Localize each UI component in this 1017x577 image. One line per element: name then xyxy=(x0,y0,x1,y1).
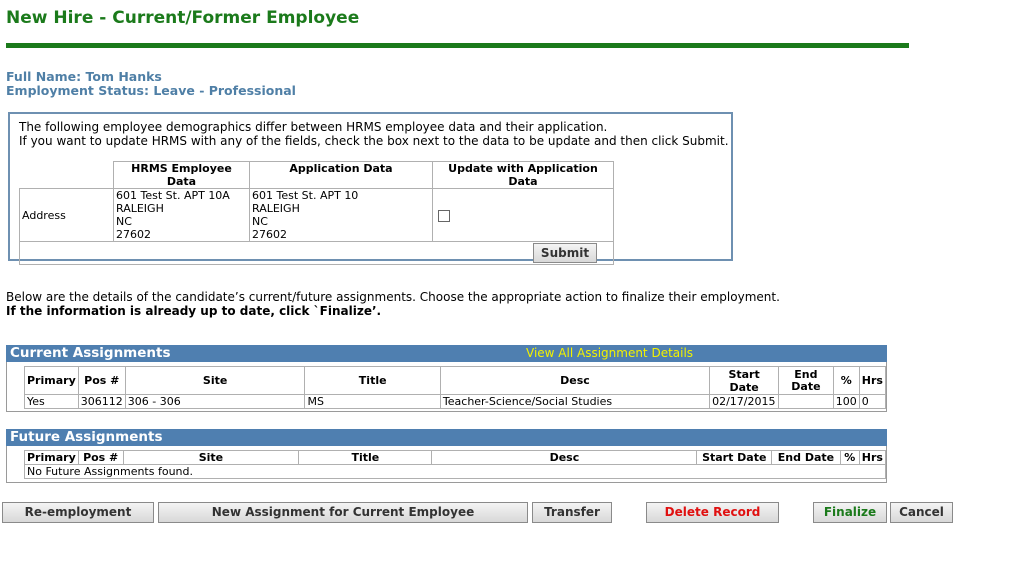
current-assignments-table xyxy=(24,366,886,409)
intro-line-2 xyxy=(6,304,780,318)
demographics-table xyxy=(19,161,614,265)
col-start-date: Start Date xyxy=(697,451,772,465)
col-site: Site xyxy=(123,451,299,465)
col-title: Title xyxy=(299,451,432,465)
col-start-date: Start Date xyxy=(710,367,779,395)
col-primary: Primary xyxy=(25,451,79,465)
cancel-button[interactable]: Cancel xyxy=(890,502,953,523)
table-row xyxy=(25,465,886,479)
cell-end-date xyxy=(779,395,834,409)
app-zip: 27602 xyxy=(252,228,287,241)
re-employment-button[interactable]: Re-employment xyxy=(2,502,154,523)
delete-record-button[interactable]: Delete Record xyxy=(646,502,779,523)
col-primary: Primary xyxy=(25,367,79,395)
table-row xyxy=(25,395,886,409)
app-street: 601 Test St. APT 10 xyxy=(252,189,359,202)
col-hrs: Hrs xyxy=(859,451,885,465)
col-title: Title xyxy=(305,367,440,395)
full-name: Full Name: Tom Hanks xyxy=(6,69,162,84)
demographics-instructions xyxy=(19,120,729,148)
submit-button[interactable]: Submit xyxy=(533,243,597,263)
view-all-assignment-details-link[interactable]: View All Assignment Details xyxy=(526,346,694,360)
hrms-address xyxy=(114,189,250,242)
col-desc: Desc xyxy=(440,367,709,395)
col-pos: Pos # xyxy=(78,367,125,395)
intro-finalize-hint: If the information is already up to date, click `Finalize’. xyxy=(6,304,382,318)
app-state: NC xyxy=(252,215,268,228)
update-address-checkbox[interactable] xyxy=(438,210,450,222)
no-future-assignments: No Future Assignments found. xyxy=(25,465,886,479)
instructions-line-1: The following employee demographics differ between HRMS employee data and their application. xyxy=(19,120,608,134)
cell-pos: 306112 xyxy=(78,395,125,409)
cell-site: 306 - 306 xyxy=(125,395,305,409)
application-address xyxy=(250,189,433,242)
hrms-street: 601 Test St. APT 10A xyxy=(116,189,230,202)
future-assignments-title: Future Assignments xyxy=(10,429,163,445)
page-title: New Hire - Current/Former Employee xyxy=(6,8,360,28)
cell-percent: 100 xyxy=(833,395,859,409)
col-percent: % xyxy=(833,367,859,395)
hrms-city: RALEIGH xyxy=(116,202,164,215)
future-assignments-header xyxy=(6,429,887,446)
empty-header xyxy=(20,162,114,189)
employment-status: Employment Status: Leave - Professional xyxy=(6,83,296,98)
update-cell xyxy=(433,189,614,242)
col-pos: Pos # xyxy=(78,451,123,465)
col-desc: Desc xyxy=(432,451,697,465)
col-percent: % xyxy=(840,451,859,465)
app-city: RALEIGH xyxy=(252,202,300,215)
employee-info xyxy=(6,70,296,98)
hrms-zip: 27602 xyxy=(116,228,151,241)
new-assignment-button[interactable]: New Assignment for Current Employee xyxy=(158,502,528,523)
header-hrms: HRMS Employee Data xyxy=(114,162,250,189)
hrms-state: NC xyxy=(116,215,132,228)
header-application: Application Data xyxy=(250,162,433,189)
current-assignments-panel xyxy=(6,362,887,412)
title-divider xyxy=(6,43,909,48)
submit-row xyxy=(20,242,614,265)
cell-desc: Teacher-Science/Social Studies xyxy=(440,395,709,409)
finalize-button[interactable]: Finalize xyxy=(813,502,887,523)
current-assignments-title: Current Assignments xyxy=(10,345,171,361)
instructions-line-2: If you want to update HRMS with any of the fields, check the box next to the data to be update and then click Submit. xyxy=(19,134,729,148)
future-assignments-panel xyxy=(6,446,887,483)
future-assignments-table xyxy=(24,450,886,479)
demographics-panel xyxy=(8,112,733,261)
col-end-date: End Date xyxy=(772,451,841,465)
intro-line-1: Below are the details of the candidate’s current/future assignments. Choose the appropriate action to finalize their employment. xyxy=(6,290,780,304)
cell-title: MS xyxy=(305,395,440,409)
header-update: Update with Application Data xyxy=(433,162,614,189)
cell-primary: Yes xyxy=(25,395,79,409)
row-label-address: Address xyxy=(20,189,114,242)
cell-hrs: 0 xyxy=(859,395,885,409)
col-hrs: Hrs xyxy=(859,367,885,395)
col-end-date: End Date xyxy=(779,367,834,395)
assignments-intro xyxy=(6,290,780,318)
current-assignments-header xyxy=(6,345,887,362)
col-site: Site xyxy=(125,367,305,395)
transfer-button[interactable]: Transfer xyxy=(532,502,612,523)
cell-start-date: 02/17/2015 xyxy=(710,395,779,409)
